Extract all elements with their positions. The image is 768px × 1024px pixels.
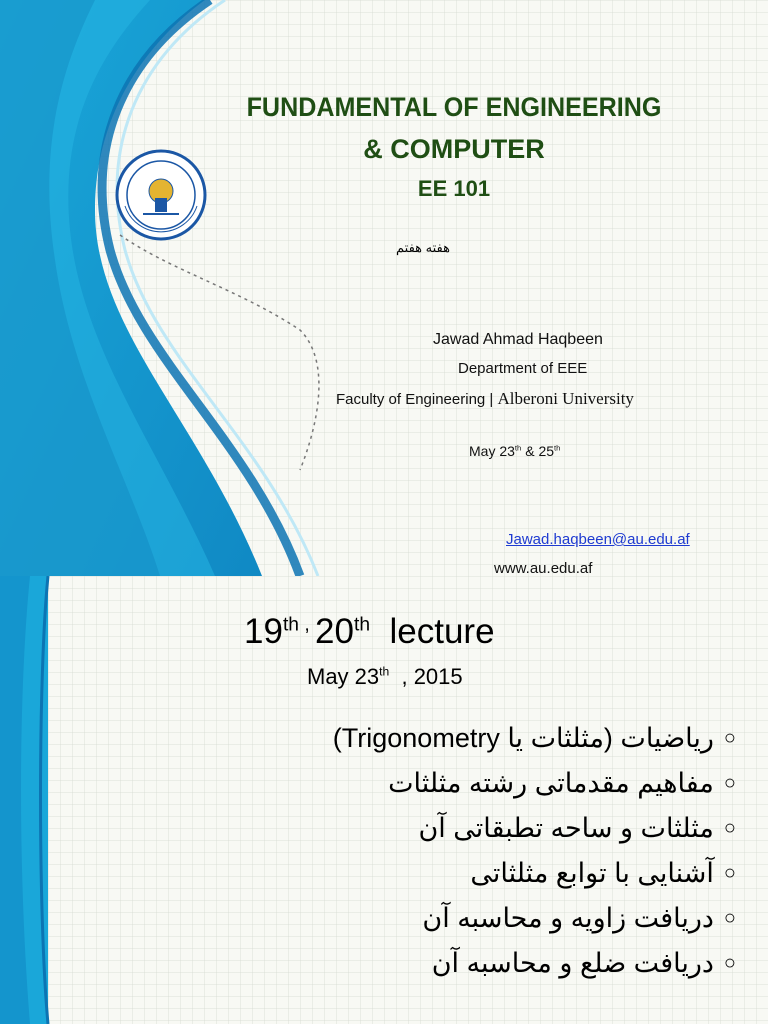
department: Department of EEE: [458, 360, 588, 377]
lecture-dates: [469, 443, 560, 459]
university-name: Alberoni University: [497, 389, 634, 408]
date-text: May 23: [307, 664, 380, 689]
lecture-slide: [0, 576, 768, 1024]
course-code: EE 101: [417, 176, 491, 201]
slide-title-line1: FUNDAMENTAL OF ENGINEERING: [246, 92, 662, 122]
lecture-suffix-1: th: [282, 614, 299, 636]
date-text: May 23: [469, 443, 515, 459]
faculty-name: Faculty of Engineering |: [336, 391, 498, 408]
email-link[interactable]: Jawad.haqbeen@au.edu.af: [506, 531, 690, 548]
date-suffix: th: [379, 664, 390, 679]
bullet-circle-icon: ○: [723, 862, 736, 884]
list-item-text: مفاهيم مقدماتی رشته مثلثات: [388, 768, 714, 798]
list-item: [176, 806, 736, 851]
lecture-title: [244, 612, 495, 652]
list-item-text: دریافت زاویه و محاسبه آن: [422, 903, 714, 933]
list-item: [176, 851, 736, 896]
topic-list: [176, 716, 736, 986]
bullet-circle-icon: ○: [723, 952, 736, 974]
website-url: www.au.edu.af: [494, 560, 593, 576]
faculty-line: [336, 389, 634, 409]
list-item-text: مثلثات و ساحه تطبقاتی آن: [418, 813, 714, 843]
date-suffix: th: [514, 443, 522, 453]
bullet-circle-icon: ○: [723, 727, 736, 749]
list-item-text: آشنایی با توابع مثلثاتی: [470, 858, 714, 888]
lecture-separator: ,: [299, 614, 316, 636]
bullet-circle-icon: ○: [723, 772, 736, 794]
lecture-date: [307, 664, 463, 690]
list-item: [176, 716, 736, 761]
list-item: [176, 761, 736, 806]
list-item: [176, 941, 736, 986]
lecture-word: lecture: [370, 612, 495, 651]
bullet-circle-icon: ○: [723, 907, 736, 929]
lecture-number-2: 20: [315, 612, 354, 651]
list-item: [176, 896, 736, 941]
lecture-number-1: 19: [244, 612, 283, 651]
week-label: هفته هفتم: [396, 240, 450, 255]
date-suffix-2: th: [554, 443, 561, 453]
slide-title-line2: & COMPUTER: [363, 134, 545, 164]
list-item-text: رياضيات (مثلثات يا Trigonometry): [332, 723, 714, 753]
author-name: Jawad Ahmad Haqbeen: [433, 331, 603, 348]
lecture-suffix-2: th: [353, 614, 371, 636]
date-text-2: & 25: [521, 443, 555, 459]
date-year: , 2015: [389, 664, 463, 689]
bullet-circle-icon: ○: [723, 817, 736, 839]
list-item-text: دریافت ضلع و محاسبه آن: [431, 948, 714, 978]
